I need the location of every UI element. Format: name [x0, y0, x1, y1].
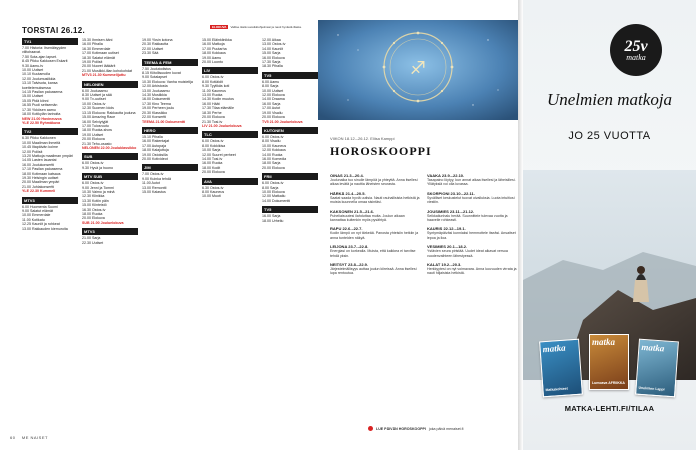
channel-programs	[82, 161, 138, 170]
channel-block	[142, 127, 198, 161]
channel-programs	[82, 181, 138, 225]
channel-block	[262, 72, 318, 124]
channel-block	[262, 38, 318, 69]
zodiac-forecast: Kodin lämpö on nyt tärkeää. Panosta yhteisiin hetkiin ja anna tunteiden näkyä.	[330, 231, 419, 240]
program-line: 18.00 Ruoka-show	[82, 128, 112, 133]
program-line: 12.25 Kauniit ja rohkeat	[22, 222, 60, 227]
program-line: 7.50 Joulutodistus	[142, 66, 171, 71]
program-line: 6.00 Ostos-tv	[82, 161, 104, 166]
zodiac-sign-name: HÄRKÄ 21.4.–20.5.	[330, 190, 366, 196]
program-line: 17.30 Ykkösen aamu	[22, 107, 56, 112]
horoscope-section	[318, 20, 518, 432]
zodiac-entry	[427, 226, 518, 240]
legend-badge: ELOKUVA	[212, 25, 227, 29]
zodiac-forecast: Saatat saada hyviä uutisia. Nauti rauhallisista hetkistä ja muista kuunnella omaa sisintäsi.	[330, 195, 420, 205]
program-line: 14.00 Draama	[262, 97, 285, 102]
program-line: 6.00 Ostos-tv	[202, 75, 224, 80]
program-line: 18.30 Salatut elämät	[82, 55, 115, 60]
program-line: 16.00 Joulukonsertti	[22, 162, 55, 167]
subscription-ad[interactable]	[523, 0, 696, 450]
program-line: 16.00 Komedia	[262, 156, 287, 161]
zodiac-sign-name: KALAT 19.2.–20.3.	[427, 262, 462, 268]
program-line: 18.30 Perhe	[202, 110, 222, 115]
channel-name: TEEMA & FEM	[142, 59, 198, 66]
program-line: 17.00 Kotimaan uutiset	[82, 51, 119, 56]
program-line: 20.00 Maailman ympäri	[22, 180, 60, 185]
program-line: 18.30 Pihalla	[262, 64, 283, 69]
zodiac-forecast: Syntymäpäiväsi kunniaksi hemmottele itseäsi. Ansaitset lepoa ja iloa.	[427, 231, 516, 240]
program-line: 19.00 Yksin kotona	[142, 38, 173, 42]
program-line: 16.00 Ruoka	[202, 161, 223, 166]
program-line: 17.00 Puutarha	[202, 46, 227, 51]
channel-programs	[202, 186, 258, 199]
subscribe-link[interactable]: MATKA-LEHTI.FI/TILAA	[564, 404, 655, 413]
channel-name: FRII	[262, 173, 318, 180]
program-line: 14.30 Musiikkia	[142, 93, 167, 98]
horoscope-title: HOROSKOOPPI	[330, 144, 432, 158]
channel-block	[142, 59, 198, 124]
program-line: 12.00 Aikaa	[262, 38, 281, 42]
zodiac-entry	[330, 173, 421, 187]
program-line: 16.00 Rakentajat	[142, 139, 170, 144]
program-line: 8.00 Sarja	[262, 84, 279, 89]
listing-column	[262, 38, 318, 433]
zodiac-forecast: Joulunaika tuo sinulle lämpöä ja yhteyttä. Anna itsellesi aikaa levätä ja nauttia läheisten seurasta.	[330, 178, 418, 187]
anniversary-badge	[610, 24, 662, 76]
program-line: 23.30 Sää	[142, 51, 159, 56]
zodiac-sign-name: SKORPIONI 23.10.–22.11.	[427, 190, 475, 196]
program-line: 10.00 Maailman ihmeitä	[22, 140, 61, 145]
program-line: 12.00 Kokkaus	[262, 148, 286, 153]
program-line: 20.00 Elokuva	[202, 170, 225, 175]
program-line: 21.00 Juhlakonsertti	[22, 184, 55, 189]
program-line: 10.00 Elokuva	[262, 189, 285, 194]
program-line: 14.00 Tosi-tv	[202, 156, 223, 161]
date-header: TORSTAI 26.12.	[22, 26, 86, 35]
cover-logo: matka	[641, 341, 665, 354]
program-line: 13.15 Elokuva: Rakkautta jouluna	[82, 110, 136, 115]
program-line: 15.00 Sarja	[262, 51, 281, 56]
program-line: 6.30 Pikku Kakkonen	[22, 136, 56, 141]
program-line: 9.00 Kuinka tehdä	[142, 176, 171, 181]
program-line: 20.30 Rakkautta	[142, 42, 169, 47]
program-line: 10.30 Vaimo ja minä	[82, 189, 115, 194]
channel-name: TV1	[22, 38, 78, 45]
program-line: 21.00 Musiikki-illan kohokohdat	[82, 68, 132, 73]
program-line: 16.00 Häät	[202, 101, 220, 106]
channel-name: TV5	[262, 72, 318, 79]
zodiac-sign-name: JOUSIMIES 23.11.–21.12.	[427, 208, 475, 214]
program-line: 18.00 Sarja	[262, 161, 281, 166]
program-line: 13.00 Jouluaamu	[142, 88, 170, 93]
zodiac-forecast: Seikkailunhalu herää. Suunnittele tulevaa vuotta ja haaveile rohkeasti.	[427, 213, 508, 223]
program-line: 8.00 Kotiäidit	[202, 79, 223, 84]
program-line: 17.00 Tulosruutu	[82, 123, 109, 128]
horoscope-footer-rest: joka päivä menaiset.fi	[428, 426, 464, 431]
program-line: 9.30 Tyylikäs koti	[202, 84, 230, 89]
channel-name: LIV	[202, 67, 258, 74]
program-line: 7.00 Ostos-tv	[142, 172, 164, 177]
program-line: 15.10 Pihalla	[142, 134, 163, 139]
program-line: 14.05 Lasten lauantai	[22, 158, 57, 163]
program-line: 13.10 Talvisota, kansa koettelemuksessa	[22, 81, 58, 90]
program-line: 14.30 Kodin muutos	[202, 97, 234, 102]
program-line: 10.00 Ostos-tv	[82, 101, 106, 106]
zodiac-entry	[427, 262, 518, 276]
channel-block	[202, 67, 258, 128]
horoscope-meta: VIIKON 18.12.–26.12. Eliisa Kamppi	[330, 136, 395, 141]
program-line: 16.00 Matkoja	[202, 42, 225, 47]
program-line: 19.00 Poliisit	[82, 60, 103, 65]
program-line: 13.00 Rakkauden kiemuroita	[22, 226, 68, 231]
channel-block	[82, 81, 138, 151]
listing-column	[82, 38, 138, 433]
program-highlight: TV5 21.00 Jouluelokuva	[262, 119, 303, 124]
program-line: 20.00 Elokuva	[82, 216, 105, 221]
zodiac-forecast: Herkkyytesi on nyt voimavara. Anna luovuuden virrata ja nauti hiljaisista hetkistä.	[427, 267, 517, 276]
program-line: 7.00 Historia: Itsenäisyyden viiltohaavat.	[22, 46, 67, 55]
program-line: 21.30 Tosi-tv	[202, 119, 223, 124]
channel-programs	[142, 67, 198, 124]
channel-block	[262, 206, 318, 223]
zodiac-entry	[330, 244, 421, 258]
program-line: 16.00 Elokuva	[262, 55, 285, 60]
program-line: 20.00 Elokuva	[262, 165, 285, 170]
program-line: 15.05 Pidä kiinni	[22, 98, 49, 103]
program-line: 13.30 Kotiin päin	[82, 198, 109, 203]
program-line: 7.50 Sota-ajan lapset.	[22, 54, 57, 59]
program-line: 8.15 Kiitollisuuden kuvat	[142, 71, 181, 76]
zodiac-entry	[427, 244, 518, 258]
magazine-covers	[541, 330, 691, 400]
program-line: 21.00 Sarja	[82, 236, 101, 241]
cover-tag: Matkakohteet	[545, 386, 568, 393]
program-line: 6.00 Huomenta Suomi	[22, 204, 58, 209]
zodiac-sign-name: RAPU 22.6.–22.7.	[330, 226, 363, 232]
program-line: 18.00 Kotimaan katsaus	[22, 171, 61, 176]
program-line: 8.00 Kokkikisa	[202, 143, 226, 148]
legend	[210, 25, 302, 29]
zodiac-sign-name: OINAS 21.3.–20.4.	[330, 173, 364, 178]
zodiac-entry	[427, 173, 518, 187]
legend-text: Valitse tästä suosikkiohjelmasi ja nauti hyvästä illasta.	[230, 25, 302, 29]
program-line: 13.00 Remontti	[142, 185, 167, 190]
program-line: 12.00 Suuret perheet	[202, 152, 236, 157]
program-line: 18.00 Kotikylän tarinoita	[22, 112, 61, 117]
channel-name: MTV3	[82, 228, 138, 235]
listing-column	[22, 38, 78, 433]
zodiac-sign-name: VESIMIES 20.1.–18.2.	[427, 244, 468, 250]
program-line: 15.00 Amazing Race	[82, 115, 116, 120]
program-line: 22.00 Konsertti	[142, 115, 167, 120]
program-line: 6.00 Ostos-tv	[82, 181, 104, 186]
svg-text:♐: ♐	[409, 58, 427, 79]
program-line: 10.00 Uutiset	[262, 88, 284, 93]
program-line: 6.30 Ostos-tv	[202, 185, 224, 190]
signs-column-left	[330, 173, 421, 276]
channel-block	[82, 228, 138, 245]
channel-programs	[262, 38, 318, 69]
program-line: 16.30 Emmerdale	[82, 46, 111, 51]
zodiac-entry	[330, 226, 421, 240]
program-highlight: YLE 22.30 Kummeli	[22, 189, 56, 194]
program-line: 11.00 Kotikatu	[22, 217, 45, 222]
program-line: 10.45 Iltapäivän kolme	[22, 145, 58, 150]
program-line: 17.00 Autot	[262, 106, 281, 111]
program-line: 14.15 Pasilan paloasema	[22, 90, 63, 95]
program-line: 16.00 Selviytyjät	[82, 119, 109, 124]
zodiac-forecast: Tasapaino löytyy, kun annat aikaa itsellesi ja läheisillesi. Yllätyksiä voi olla luvassa.	[427, 178, 516, 187]
cover-logo: matka	[542, 342, 566, 355]
ad-headline: Unelmien matkoja	[546, 90, 673, 109]
program-line: 20.00 Elokuva	[262, 115, 285, 120]
program-line: 9.30 Aamu-tv	[22, 63, 44, 68]
program-line: 14.00 Dokumentti	[262, 198, 291, 203]
channel-programs	[142, 135, 198, 161]
program-line: 10.00 Muoti	[202, 194, 221, 199]
program-line: 12.00 Elokuva	[262, 93, 285, 98]
channel-block	[202, 38, 258, 64]
channel-block	[82, 173, 138, 225]
program-highlight: YLE 22.50 Ryhmäkuva	[22, 120, 61, 125]
program-line: 19.00 Visailu	[262, 110, 283, 115]
program-highlight: MTV3 21.30 Kummelijuttu	[82, 73, 126, 78]
program-line: 15.00 Eläinklinikka	[202, 38, 232, 42]
program-line: 13.20 Matkoja maailman ympäri	[22, 153, 73, 158]
listing-column	[202, 38, 258, 433]
program-line: 18.00 Kokkaus	[202, 51, 226, 56]
channel-block	[22, 128, 78, 193]
program-line: 10.10 Kuutamolla	[22, 72, 50, 77]
program-line: 17.10 Pasilan paloasema	[22, 167, 63, 172]
channel-programs	[142, 172, 198, 194]
program-line: 19.00 Perheen joulu	[142, 106, 175, 111]
channel-block	[82, 153, 138, 170]
program-line: 12.00 Arkistosta	[142, 84, 168, 89]
program-line: 19.30 Helsingin uutiset	[22, 175, 59, 180]
channel-block	[142, 164, 198, 194]
program-line: 12.00 Joulumusiikkia	[22, 76, 56, 81]
cover-logo: matka	[592, 337, 616, 347]
program-line: 18.00 Urheilu	[262, 218, 284, 223]
program-line: 22.30 Uutiset	[82, 240, 104, 245]
zodiac-sign-name: KAKSONEN 21.5.–21.6.	[330, 208, 375, 214]
program-line: 10.00 Kauneus	[262, 143, 287, 148]
zodiac-sign-name: VAAKA 23.9.–22.10.	[427, 173, 465, 178]
program-line: 6.00 Ostos-tv	[262, 181, 284, 186]
tv-listing-columns	[22, 38, 318, 433]
program-highlight: TEEMA 21.00 Dokumentti	[142, 119, 186, 124]
program-line: 18.00 Kodit	[202, 165, 221, 170]
badge-word: matka	[626, 52, 646, 62]
channel-block	[142, 38, 198, 56]
program-line: 10.00 Emmerdale	[22, 213, 51, 218]
program-line: 17.30 Kino Teema	[142, 101, 171, 106]
program-line: 11.00 Kauneus	[202, 88, 226, 93]
channel-programs	[22, 136, 78, 193]
channel-name: TLC	[202, 131, 258, 138]
channel-block	[262, 127, 318, 170]
badge-number: 25v	[624, 37, 648, 55]
channel-block	[202, 178, 258, 199]
program-line: 15.30 Ihmisen ääni	[82, 38, 113, 42]
channel-programs	[262, 214, 318, 223]
program-line: 12.00 Matkailu	[262, 194, 286, 199]
horoscope-photo	[318, 20, 518, 120]
program-line: 6.00 Aamu	[262, 79, 280, 84]
program-line: 16.00 Sarja	[262, 214, 281, 219]
channel-name: SUB	[82, 153, 138, 160]
program-line: 6.00 Jouluaamu	[82, 88, 108, 93]
program-line: 10.00 Uutiset	[22, 68, 44, 73]
channel-name: HERO	[142, 127, 198, 134]
cover-tag: Unelmien Lappi	[638, 385, 665, 392]
program-line: 8.00 Sarja	[262, 185, 279, 190]
program-line: 6.00 Ostos-tv	[262, 134, 284, 139]
magazine-name: ME NAISET	[21, 435, 48, 440]
channel-name: KUTONEN	[262, 127, 318, 134]
program-line: 9.00 Jenni ja Tommi	[82, 185, 114, 190]
program-line: 17.30 Sarja	[262, 60, 281, 65]
program-line: 16.55 Puoli seitsemän	[22, 103, 58, 108]
channel-name: TV5	[262, 206, 318, 213]
zodiac-entry	[427, 209, 518, 223]
program-line: 12.30 Suomen Idols	[82, 106, 114, 111]
program-line: 18.00 Kalajuttuja	[142, 148, 169, 153]
program-line: 20.00 Nuoret lääkärit	[82, 64, 116, 69]
program-line: 16.00 Sarja	[262, 101, 281, 106]
horoscope-signs	[330, 173, 518, 276]
program-line: 14.00 Ruoka	[262, 152, 283, 157]
program-highlight: NEW 21.00 Hovineuvos	[22, 116, 62, 121]
program-line: 18.00 Ruoka	[82, 212, 103, 216]
channel-block	[22, 197, 78, 231]
zodiac-forecast: Syvälliset keskustelut tuovat oivalluksia. Luota intuitiosi viestiin.	[427, 195, 515, 205]
channel-programs	[262, 80, 318, 124]
magazine-cover-1	[539, 339, 583, 398]
channel-name: AVA	[202, 178, 258, 185]
zodiac-entry	[330, 191, 421, 205]
channel-name: TV2	[22, 128, 78, 135]
program-line: 17.30 Tilaa elämälle	[202, 106, 234, 111]
zodiac-forecast: Järjestelmällisyys auttaa joulun kiireissä. Anna itsellesi lupa rentoutua.	[330, 267, 417, 276]
channel-programs	[82, 89, 138, 151]
channel-name: MTV3	[22, 197, 78, 204]
program-highlight: NELONEN 22.00 Jouluklassikko	[82, 145, 137, 150]
program-highlight: LIV 21.00 Jouluelokuva	[202, 123, 242, 128]
zodiac-entry	[330, 209, 421, 223]
program-line: 16.00 Pihalla	[82, 42, 103, 47]
program-line: 8.00 Visailu	[262, 139, 281, 144]
program-line: 8.00 Kauneus	[202, 189, 225, 194]
page-number-value: 60	[10, 435, 16, 440]
horoscope-footer-lead: LUE PÄIVÄN HOROSKOOPPI	[376, 426, 426, 431]
program-line: 17.00 Autopaja	[142, 143, 166, 148]
program-line: 16.30 Ostos-tv	[82, 207, 106, 212]
ad-subline: JO 25 VUOTTA	[568, 130, 651, 142]
channel-programs	[262, 135, 318, 170]
zodiac-entry	[427, 191, 518, 205]
zodiac-forecast: Puheliaisuutesi ilahduttaa muita. Joulun aikaan kannattaa kuitenkin myös pysähtyä.	[330, 213, 405, 223]
channel-block	[82, 38, 138, 78]
program-line: 16.00 Dokumentti	[142, 97, 171, 102]
program-line: 21.30 Teho-osasto	[82, 141, 112, 146]
program-line: 19.00 Uutiset	[82, 132, 104, 137]
program-line: 19.00 Ostoksilla	[142, 152, 168, 157]
program-line: 13.00 Ostos-tv	[262, 42, 286, 47]
listing-column	[142, 38, 198, 433]
program-line: 20.00 Elokuva	[82, 137, 105, 142]
program-line: 9.00 Tv-uutiset	[82, 97, 106, 102]
program-line: 11.00 Autot	[142, 181, 160, 186]
zodiac-forecast: Ystävien seura piristää. Uudet ideat alkavat versoa vuodenvaihteen lähestyessä.	[427, 249, 508, 258]
magazine-cover-2	[589, 334, 629, 390]
channel-programs	[142, 38, 198, 56]
magazine-cover-3	[635, 339, 679, 398]
program-line: 22.00 Uutiset	[142, 46, 164, 51]
program-line: 19.00 Aamu	[202, 55, 222, 60]
zodiac-forecast: Energiasi on korkealla. Muista, että kaikkea ei tarvitse tehdä yksin.	[330, 249, 416, 258]
program-line: 15.00 Kalastus	[142, 189, 166, 194]
program-line: 9.30 Hyvä ja huono	[82, 165, 113, 170]
program-line: 15.00 Kiinteistö	[82, 203, 107, 208]
channel-name: JIM	[142, 164, 198, 171]
program-line: 8.45 Pikku Kakkosen Eskarit	[22, 59, 68, 64]
channel-name: MTV SUB	[82, 173, 138, 180]
program-line: 20.00 Luonto	[202, 60, 223, 65]
zodiac-sign-name: KAURIS 22.12.–19.1.	[427, 226, 466, 232]
channel-programs	[22, 46, 78, 125]
program-line: 14.00 Kauniit	[262, 46, 283, 51]
page-number	[10, 435, 48, 440]
program-line: 10.30 Elokuva: Vanha muistelija	[142, 79, 193, 84]
program-line: 20.30 Klassikko	[142, 110, 168, 115]
program-line: 8.30 Uutiset ja sää	[82, 93, 112, 98]
program-line: 13.00 Ruoka	[202, 93, 223, 98]
channel-block	[22, 38, 78, 125]
signs-column-right	[427, 173, 518, 276]
channel-name: NELONEN	[82, 81, 138, 88]
program-line: 15.00 Uutiset	[22, 94, 44, 99]
program-line: 20.00 Elokuva	[202, 115, 225, 120]
cover-tag: Lumoava AFRIIKKA	[592, 381, 625, 385]
program-line: 10.00 Sarja	[202, 148, 221, 153]
zodiac-sign-name: LEIJONA 23.7.–22.8.	[330, 244, 369, 250]
program-highlight: SUB 21.00 Jouluelokuva	[82, 220, 124, 225]
zodiac-sign-name: NEITSYT 23.8.–22.9.	[330, 262, 369, 268]
channel-programs	[202, 139, 258, 174]
channel-programs	[82, 236, 138, 245]
channel-programs	[202, 38, 258, 64]
program-line: 9.00 Salatut elämät	[22, 209, 53, 213]
program-line: 9.00 Sotalapset	[142, 75, 167, 80]
channel-block	[202, 131, 258, 174]
program-line: 12.00 Poliisit	[22, 149, 43, 154]
channel-programs	[82, 38, 138, 78]
program-line: 6.00 Ostos-tv	[202, 139, 224, 144]
horoscope-footer	[368, 426, 463, 431]
zodiac-entry	[330, 262, 421, 276]
channel-programs	[262, 181, 318, 203]
program-line: 20.00 Kotivideot	[142, 156, 168, 161]
bullet-icon	[368, 426, 373, 431]
channel-block	[262, 173, 318, 203]
channel-programs	[202, 75, 258, 128]
program-line: 12.30 Klinikka	[82, 194, 105, 199]
channel-programs	[22, 205, 78, 231]
